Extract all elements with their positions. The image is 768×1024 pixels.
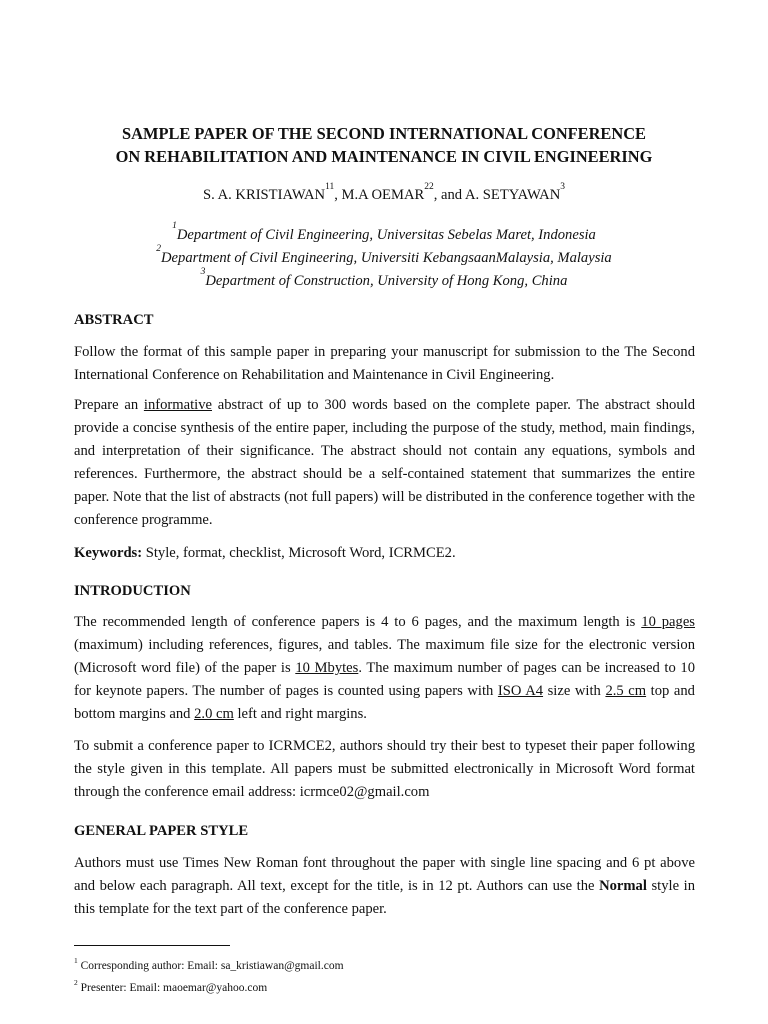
footnote-text: Corresponding author: Email: sa_kristiawan@gmail.com: [77, 960, 344, 972]
keywords-label: Keywords:: [74, 545, 143, 561]
underlined-term: 10 pages: [641, 614, 695, 630]
footnote-2: [74, 980, 267, 996]
affiliation-text: Department of Civil Engineering, Universiti KebangsaanMalaysia, Malaysia: [161, 250, 612, 266]
title-line-2: ON REHABILITATION AND MAINTENANCE IN CIVIL ENGINEERING: [115, 147, 653, 166]
footnote-sup: 1: [74, 956, 78, 965]
text-run: style in this template for the text part of the conference paper.: [74, 878, 695, 918]
footnote-separator: [74, 945, 230, 946]
author-list: [40, 182, 728, 205]
text-run: abstract of up to 300 words based on the complete paper. The abstract should provide a concise synthesis of the entire paper, including the purpose of the study, method, main findings, and interpretation of their significance. The abstract should not contain any equations, symbols and references. Furthermore, the abstract should be a self-contained statement that summarizes the entire paper. Note that the list of abstracts (not full papers) will be distributed in the conference together with the conference programme.: [74, 397, 695, 529]
affiliation-sup: 1: [172, 221, 177, 231]
text-run: Prepare an: [74, 397, 144, 413]
underlined-term: ISO A4: [497, 683, 544, 700]
affiliation-text: Department of Civil Engineering, Universitas Sebelas Maret, Indonesia: [176, 227, 596, 243]
footnote-text: Presenter: Email: maoemar@yahoo.com: [77, 982, 268, 994]
footnote-1: [74, 958, 344, 974]
introduction-paragraph-2: To submit a conference paper to ICRMCE2, authors should try their best to typeset their paper following the style given in this template. All papers must be submitted electronically in Microsoft Word format through the conference email address: icrmce02@gmail.com: [74, 738, 695, 801]
footnote-sup: 2: [74, 978, 78, 987]
affiliation-2: [40, 244, 728, 270]
abstract-heading: ABSTRACT: [74, 312, 154, 328]
author-separator: ,: [334, 187, 342, 203]
affiliation-sup: 3: [200, 267, 206, 277]
underlined-term: 2.0 cm: [194, 706, 234, 723]
text-run: left and right margins.: [233, 706, 367, 723]
title-line-1: SAMPLE PAPER OF THE SECOND INTERNATIONAL CONFERENCE: [122, 124, 646, 143]
general-style-heading: GENERAL PAPER STYLE: [74, 823, 249, 839]
general-style-paragraph: [74, 852, 695, 921]
text-run: top and bottom margins and: [74, 683, 695, 723]
introduction-paragraph-1: [74, 611, 695, 726]
author-3-name: A. SETYAWAN: [464, 187, 561, 203]
text-run: size with: [543, 683, 606, 700]
affiliation-3: [40, 267, 728, 293]
text-run: . The maximum number of pages can be increased to 10 for keynote papers. The number of pages is counted using papers with: [74, 660, 695, 700]
affiliation-text: Department of Construction, University of Hong Kong, China: [205, 273, 568, 289]
affiliation-list: [40, 221, 728, 293]
author-1-name: S. A. KRISTIAWAN: [202, 187, 326, 203]
affiliation-sup: 2: [156, 244, 161, 254]
author-2-sup: 22: [424, 182, 434, 192]
text-run: Authors must use Times New Roman font throughout the paper with single line spacing and 6 pt above and below each paragraph. All text, except for the title, is in 12 pt. Authors can use the: [74, 855, 695, 895]
underlined-term: informative: [143, 397, 212, 413]
paper-title: [40, 122, 728, 168]
bold-term: Normal: [599, 878, 647, 895]
underlined-term: 10 Mbytes: [295, 660, 359, 677]
abstract-paragraph-1: Follow the format of this sample paper in preparing your manuscript for submission to the The Second International Conference on Rehabilitation and Maintenance in Civil Engineering.: [74, 344, 695, 384]
author-2-name: M.A OEMAR: [341, 187, 425, 203]
keywords-line: [74, 542, 695, 565]
text-run: (maximum) including references, figures, and tables. The maximum file size for the electronic version (Microsoft word file) of the paper is: [74, 637, 695, 677]
author-3-sup: 3: [560, 182, 566, 192]
text-run: The recommended length of conference papers is 4 to 6 pages, and the maximum length is: [74, 614, 642, 630]
abstract-paragraph-2: [74, 394, 695, 533]
introduction-heading: INTRODUCTION: [74, 583, 191, 599]
affiliation-1: [40, 221, 728, 247]
underlined-term: 2.5 cm: [605, 683, 647, 700]
author-separator: , and: [433, 187, 465, 203]
author-1-sup: 11: [325, 182, 335, 192]
keywords-text: Style, format, checklist, Microsoft Word, ICRMCE2.: [142, 545, 456, 561]
